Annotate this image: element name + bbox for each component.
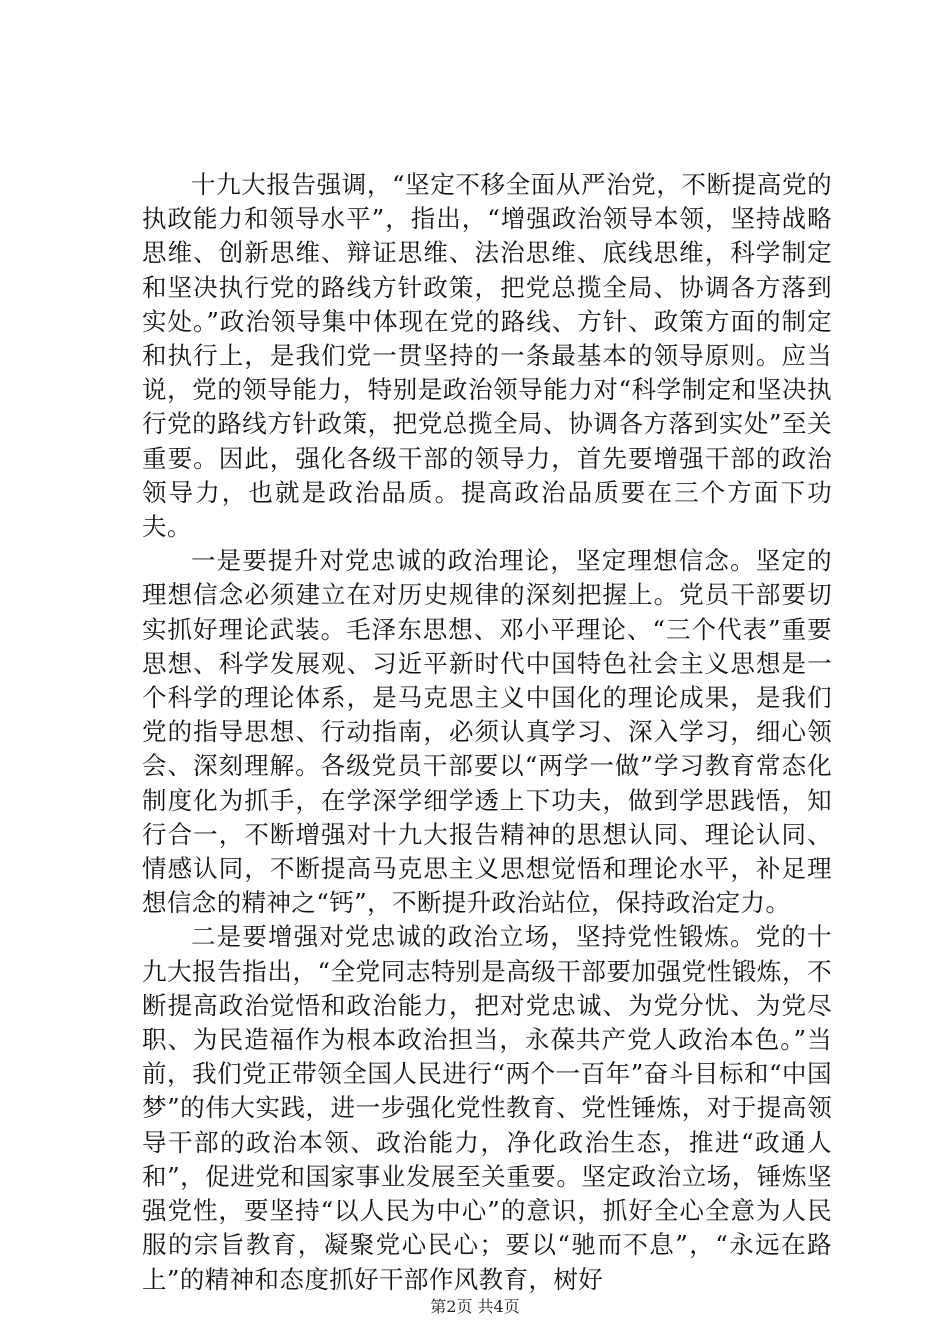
paragraph-point-one: 一是要提升对党忠诚的政治理论，坚定理想信念。坚定的理想信念必须建立在对历史规律的深刻把握上。党员干部要切实抓好理论武装。毛泽东思想、邓小平理论、“三个代表”重要思想、科学发展观、习近平新时代中国特色社会主义思想是一个科学的理论体系，是马克思主义中国化的理论成果，是我们党的指导思想、行动指南，必须认真学习、深入学习，细心领会、深刻理解。各级党员干部要以“两学一做”学习教育常态化制度化为抓手，在学深学细学透上下功夫，做到学思践悟，知行合一，不断增强对十九大报告精神的思想认同、理论认同、情感认同，不断提高马克思主义思想觉悟和理论水平，补足理想信念的精神之“钙”，不断提升政治站位，保持政治定力。 <box>142 546 832 918</box>
paragraph-intro: 十九大报告强调，“坚定不移全面从严治党，不断提高党的执政能力和领导水平”，指出，“增强政治领导本领，坚持战略思维、创新思维、辩证思维、法治思维、底线思维，科学制定和坚决执行党的路线方针政策，把党总揽全局、协调各方落到实处。”政治领导集中体现在党的路线、方针、政策方面的制定和执行上，是我们党一贯坚持的一条最基本的领导原则。应当说，党的领导能力，特别是政治领导能力对“科学制定和坚决执行党的路线方针政策，把党总揽全局、协调各方落到实处”至关重要。因此，强化各级干部的领导力，首先要增强干部的政治领导力，也就是政治品质。提高政治品质要在三个方面下功夫。 <box>142 170 832 542</box>
page-footer: 第2页 共4页 <box>430 1297 520 1316</box>
paragraph-point-two: 二是要增强对党忠诚的政治立场，坚持党性锻炼。党的十九大报告指出，“全党同志特别是高级干部要加强党性锻炼，不断提高政治觉悟和政治能力，把对党忠诚、为党分忧、为党尽职、为民造福作为根本政治担当，永葆共产党人政治本色。”当前，我们党正带领全国人民进行“两个一百年”奋斗目标和“中国梦”的伟大实践，进一步强化党性教育、党性锤炼，对于提高领导干部的政治本领、政治能力，净化政治生态，推进“政通人和”，促进党和国家事业发展至关重要。坚定政治立场，锤炼坚强党性，要坚持“以人民为中心”的意识，抓好全心全意为人民服的宗旨教育，凝聚党心民心；要以“驰而不息”，“永远在路上”的精神和态度抓好干部作风教育，树好 <box>142 922 832 1294</box>
document-body <box>142 168 832 1297</box>
